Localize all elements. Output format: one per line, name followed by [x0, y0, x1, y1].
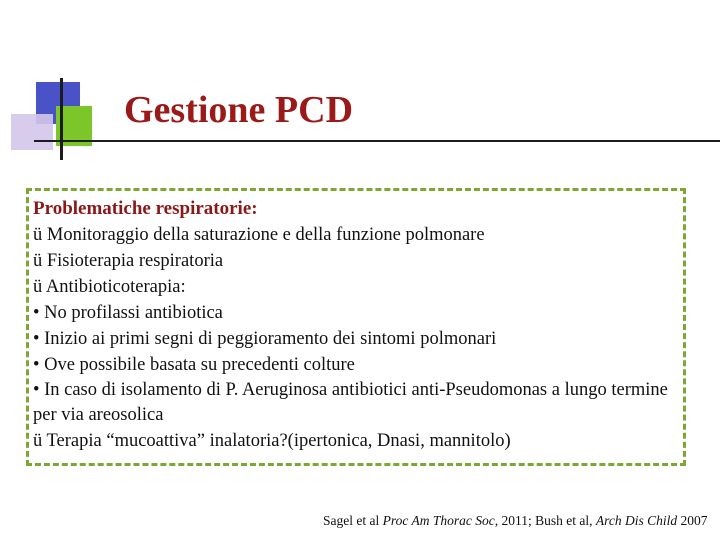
title-underline	[34, 140, 720, 142]
section-heading: Problematiche respiratorie:	[33, 198, 258, 219]
citation-part: 2007	[677, 513, 708, 528]
bullet-line: ü Monitoraggio della saturazione e della funzione polmonare	[33, 225, 485, 245]
bullet-line: • No profilassi antibiotica	[33, 303, 223, 323]
bullet-line: • In caso di isolamento di P. Aeruginosa antibiotici anti-Pseudomonas a lungo termine per via areosolica	[33, 380, 668, 425]
decorative-lilac-square	[11, 114, 53, 150]
bullet-line: ü Terapia “mucoattiva” inalatoria?(ipertonica, Dnasi, mannitolo)	[33, 431, 511, 451]
content-text	[33, 196, 683, 454]
slide-title: Gestione PCD	[124, 89, 354, 131]
decorative-vertical-line	[60, 78, 63, 160]
bullet-line: ü Fisioterapia respiratoria	[33, 251, 224, 271]
bullet-line: ü Antibioticoterapia:	[33, 277, 186, 297]
bullet-line: • Ove possibile basata su precedenti colture	[33, 355, 355, 375]
citation-journal: Proc Am Thorac Soc	[382, 513, 495, 528]
bullet-line: • Inizio ai primi segni di peggioramento dei sintomi polmonari	[33, 329, 497, 349]
citation	[323, 513, 708, 529]
citation-part: , 2011; Bush et al,	[494, 513, 596, 528]
citation-part: Sagel et al	[323, 513, 383, 528]
citation-journal: Arch Dis Child	[595, 513, 678, 528]
